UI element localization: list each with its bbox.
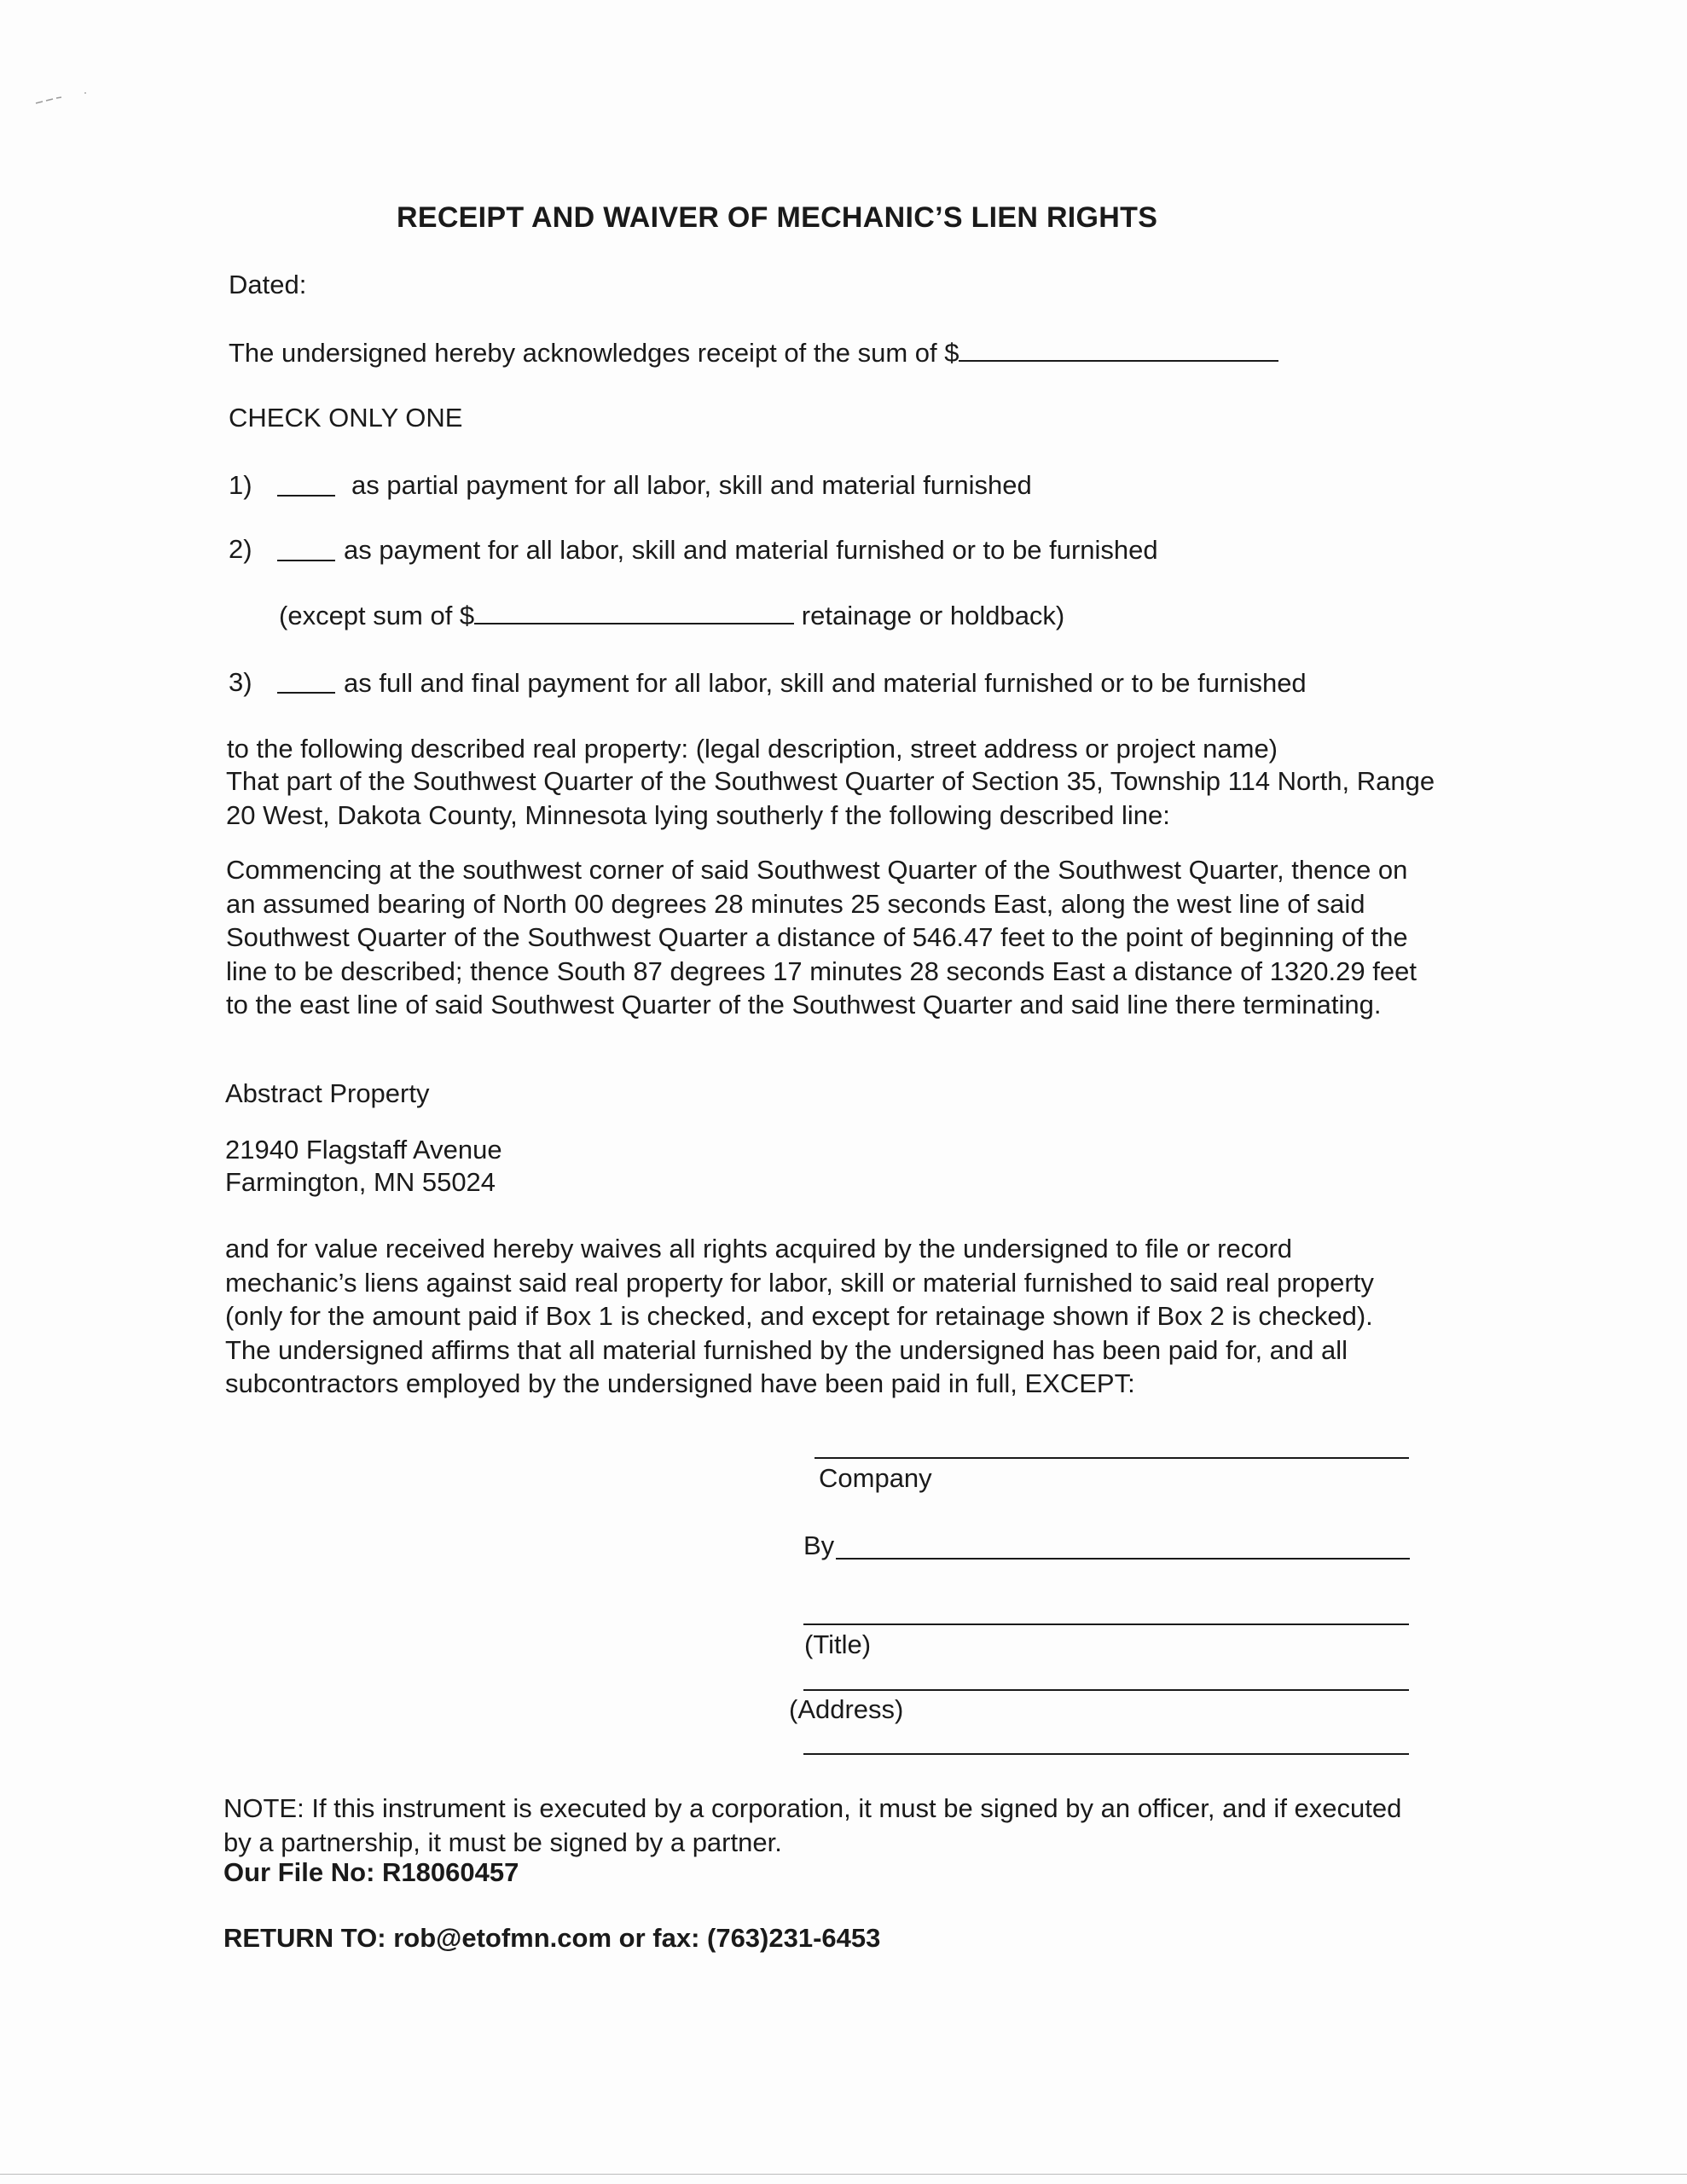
city-state-zip: Farmington, MN 55024 [225,1167,496,1197]
street-address: 21940 Flagstaff Avenue [225,1135,502,1165]
property-description-2 [226,853,1429,1022]
by-signature-line[interactable] [836,1558,1410,1560]
property-description-1-text: That part of the Southwest Quarter of the Southwest Quarter of Section 35, Township 114 North, Range 20 West, Dakota County, Minnesota lying southerly f the following described line: [226,766,1435,830]
option-2-number: 2) [229,534,252,564]
company-label: Company [819,1463,932,1493]
option-2-text: as payment for all labor, skill and material furnished or to be furnished [344,535,1158,565]
option-3-checkbox-blank[interactable] [277,668,335,694]
option-2-checkbox-blank[interactable] [277,536,335,561]
by-label: By [803,1531,835,1560]
return-to: RETURN TO: rob@etofmn.com or fax: (763)231-6453 [223,1923,881,1953]
property-description-1 [226,764,1437,832]
receipt-text: The undersigned hereby acknowledges receipt of the sum of $ [229,338,959,368]
option-3-number: 3) [229,667,252,697]
sum-amount-blank[interactable] [959,336,1278,362]
waiver-paragraph [225,1232,1419,1401]
except-sum-line [279,599,1064,632]
option-1-text: as partial payment for all labor, skill and material furnished [351,470,1032,500]
except-sum-prefix: (except sum of $ [279,601,475,630]
title-label: (Title) [804,1629,872,1659]
scan-edge-rule [0,2174,1687,2175]
option-3-text: as full and final payment for all labor, skill and material furnished or to be furnished [344,668,1307,698]
except-sum-suffix: retainage or holdback) [801,601,1065,630]
option-1-checkbox-blank[interactable] [277,471,335,497]
receipt-sentence [229,336,1278,369]
company-signature-line[interactable] [815,1457,1409,1459]
document-title: RECEIPT AND WAIVER OF MECHANIC’S LIEN RIGHTS [397,201,1158,234]
waiver-text: and for value received hereby waives all rights acquired by the undersigned to file or record mechanic’s liens against said real property for labor, skill or material furnished to said real property (only for the amount paid if Box 1 is checked, and except for retainage shown if Box 2 is checked). The undersigned affirms that all material furnished by the undersigned has been paid for, and all subcontractors employed by the undersigned have been paid in full, EXCEPT: [225,1234,1374,1398]
dated-label: Dated: [229,270,307,299]
check-only-one-label: CHECK ONLY ONE [229,403,463,433]
file-number: Our File No: R18060457 [223,1857,519,1887]
address-line-1[interactable] [803,1689,1409,1691]
note-paragraph [223,1792,1417,1859]
title-line[interactable] [803,1623,1409,1625]
option-1-number: 1) [229,470,252,500]
scan-mark [34,90,94,107]
address-line-2[interactable] [803,1753,1409,1755]
abstract-property: Abstract Property [225,1078,430,1108]
retainage-amount-blank[interactable] [474,599,794,624]
address-label: (Address) [789,1694,904,1724]
property-intro: to the following described real property: (legal description, street address or project name) [227,734,1278,764]
note-text: NOTE: If this instrument is executed by a corporation, it must be signed by an officer, and if executed by a partnership, it must be signed by a partner. [223,1793,1402,1857]
property-description-2-text: Commencing at the southwest corner of said Southwest Quarter of the Southwest Quarter, thence on an assumed bearing of North 00 degrees 28 minutes 25 seconds East, along the west line of said Southwest Quarter of the Southwest Quarter a distance of 546.47 feet to the point of beginning of the line to be described; thence South 87 degrees 17 minutes 28 seconds East a distance of 1320.29 feet to the east line of said Southwest Quarter of the Southwest Quarter and said line there terminating. [226,855,1417,1019]
